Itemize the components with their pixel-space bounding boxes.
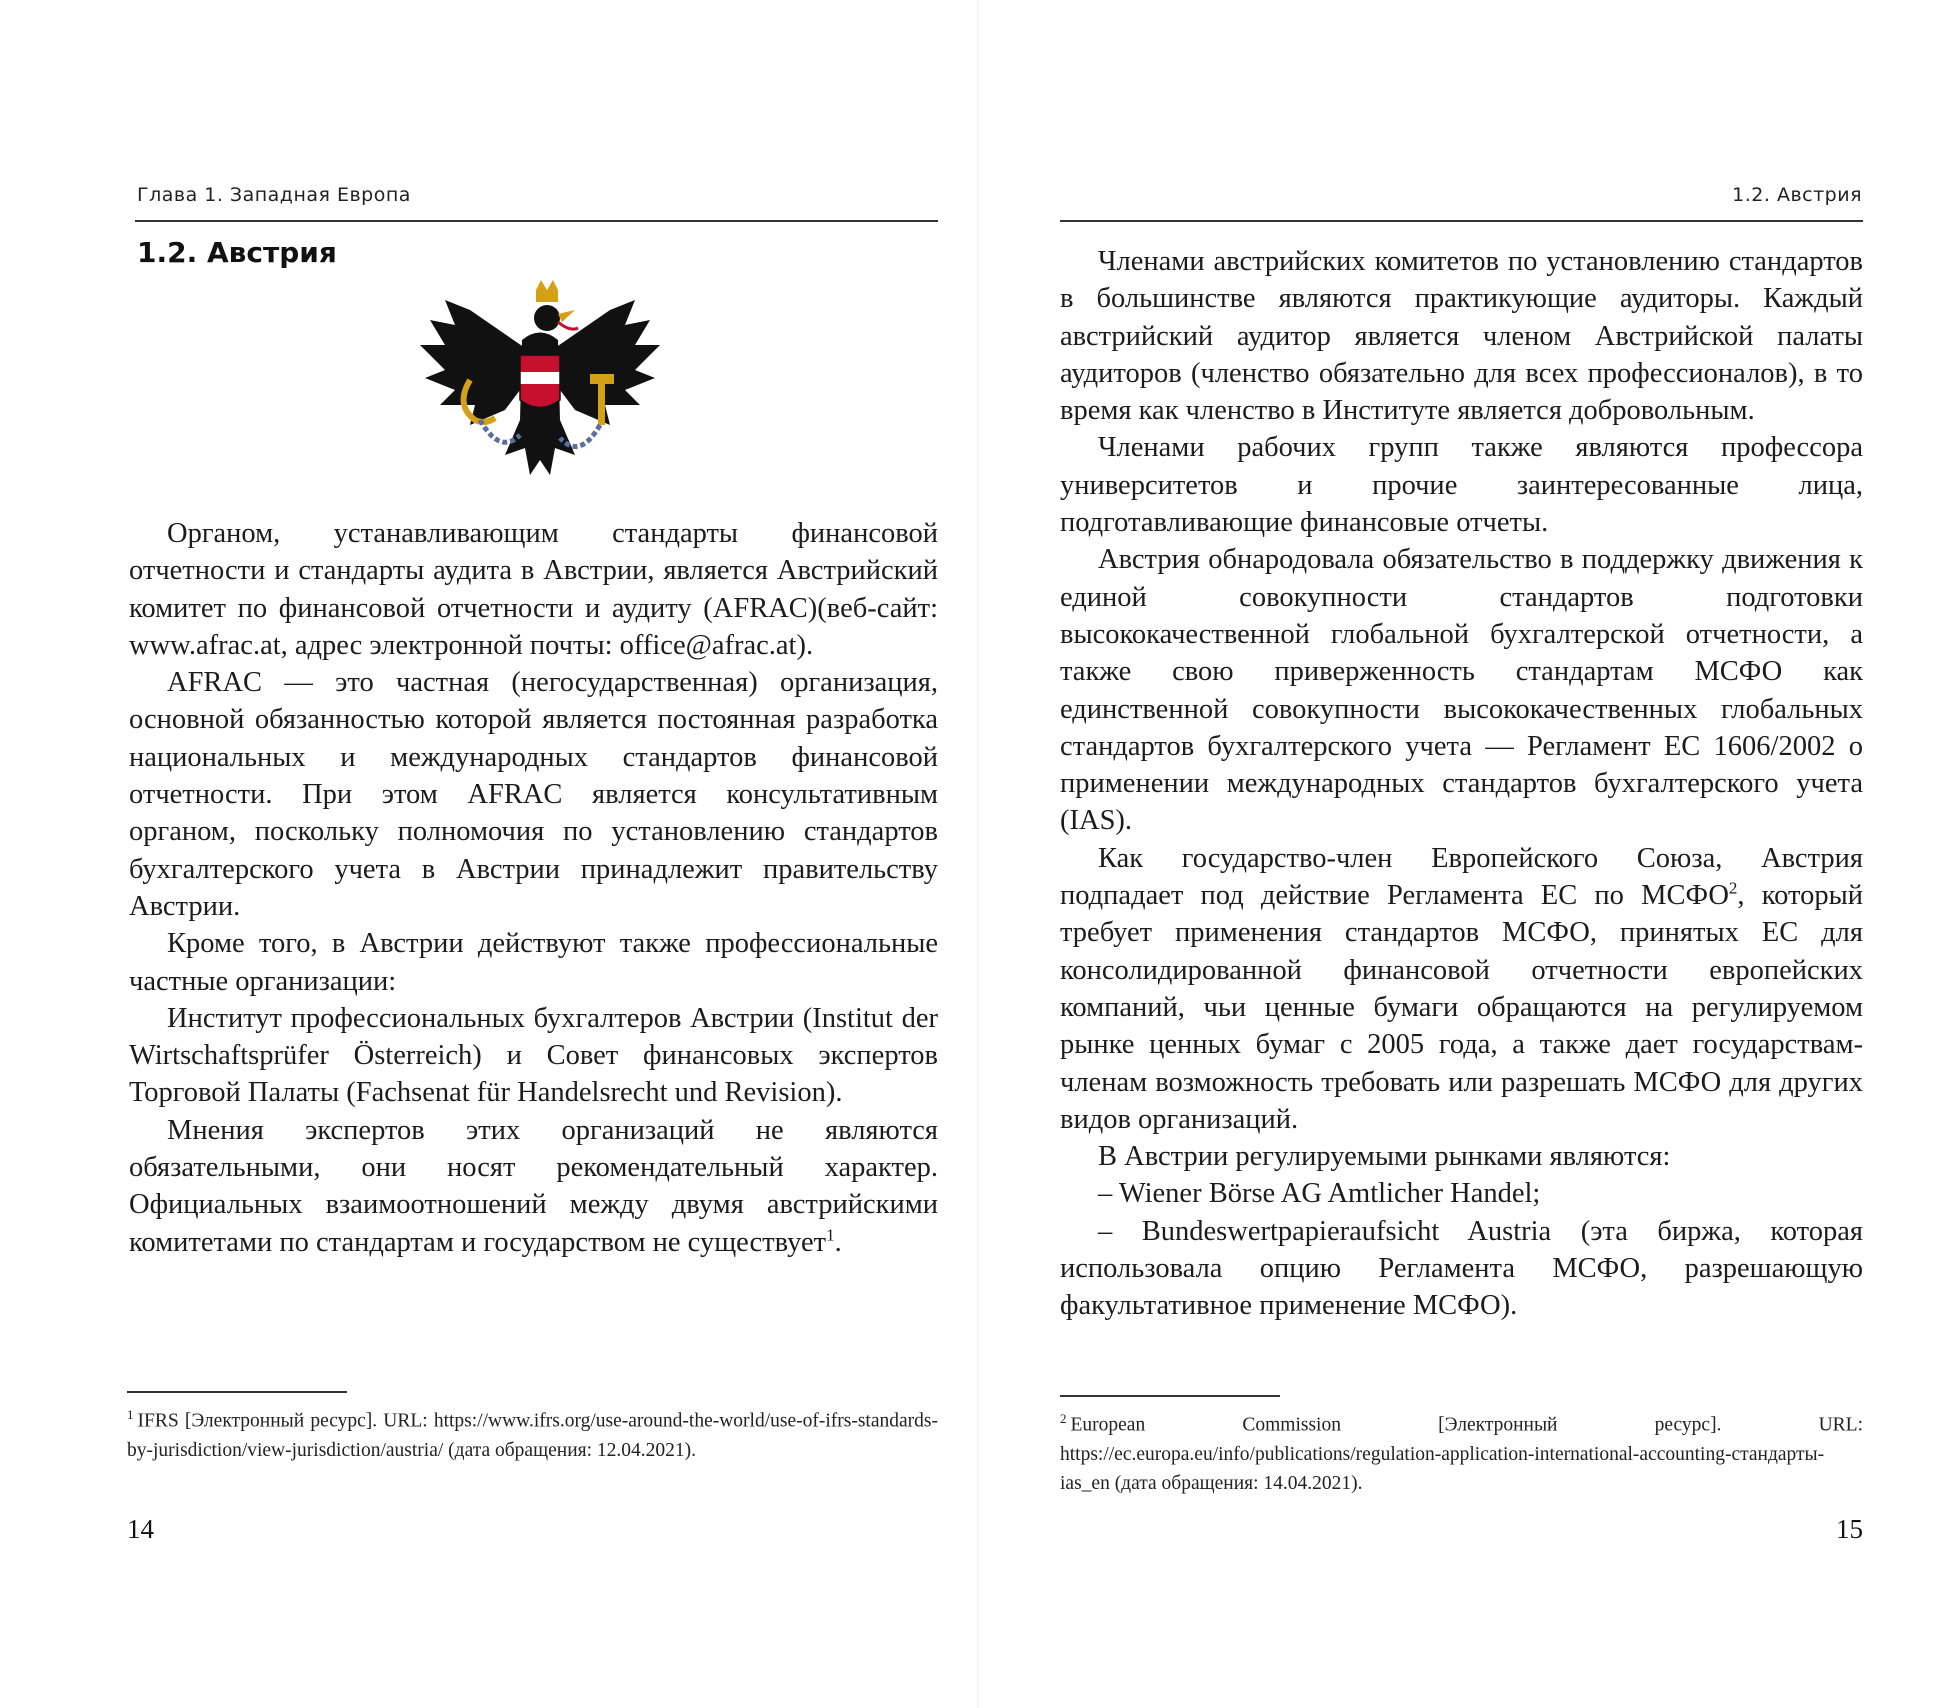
list-item: – Bundeswertpapieraufsicht Austria (эта биржа, которая использовала опцию Регламента МСФО, разрешающую факультативное применение МСФО). [1060,1215,1863,1322]
right-page [978,0,1957,1708]
left-page [0,0,978,1708]
footnote-rule-right [1060,1395,1280,1397]
header-rule-left [135,220,938,222]
footnote-text-2: European Commission [Электронный ресурс]. URL: https://ec.europa.eu/info/publications/regulation-application-international-accounting-стандарты-ias_en (дата обращения: 14.04.2021). [1060,1414,1863,1494]
right-paragraph-1: Членами австрийских комитетов по установлению стандартов в большинстве являются практикующие аудиторы. Каждый австрийский аудитор является членом Австрийской палаты аудиторов (членство обязательно для всех профессионалов), в то время как членство в Институте является добровольным. [1060,246,1863,427]
footnote-text-1: IFRS [Электронный ресурс]. URL: https://www.ifrs.org/use-around-the-world/use-of-ifrs-standards-by-jurisdiction/view-jurisdiction/austria/ (дата обращения: 12.04.2021). [127,1410,938,1461]
right-paragraph-3: Австрия обнародовала обязательство в поддержку движения к единой совокупности стандартов подготовки высококачественной глобальной бухгалтерской отчетности, а также свою приверженность стандартам МСФО как единственной совокупности высококачественных глобальных стандартов бухгалтерского учета — Регламент ЕС 1606/2002 о применении международных стандартов бухгалтерского учета (IAS). [1060,544,1863,837]
header-rule-right [1060,220,1863,222]
right-paragraph-4 [1060,840,1863,1138]
left-paragraph-1: Органом, устанавливающим стандарты финансовой отчетности и стандарты аудита в Австрии, является Австрийский комитет по финансовой отчетности и аудиту (AFRAC)(веб-сайт: www.afrac.at, адрес электронной почты: office@afrac.at). [129,518,938,661]
left-body-text [129,515,938,1261]
list-item: – Wiener Börse AG Amtlicher Handel; [1098,1178,1541,1210]
page-number-left: 14 [127,1514,154,1544]
footnote-1 [127,1400,938,1465]
right-paragraph-4-start: Как государство-член Европейского Союза, Австрия подпадает под действие Регламента ЕС по МСФО [1060,842,1863,912]
footnote-rule-left [127,1391,347,1393]
section-title: 1.2. Австрия [137,236,337,269]
left-paragraph-2: AFRAC — это частная (негосударственная) организация, основной обязанностью которой является постоянная разработка национальных и международных стандартов финансовой отчетности. При этом AFRAC является консультативным органом, поскольку полномочия по установлению стандартов бухгалтерского учета в Австрии принадлежит правительству Австрии. [129,667,938,922]
right-paragraph-5: В Австрии регулируемыми рынками являются: [1098,1141,1671,1173]
coat-of-arms-icon [410,270,670,500]
page-number-right: 15 [1836,1514,1863,1544]
left-paragraph-5: Мнения экспертов этих организаций не являются обязательными, они носят рекомендательный характер. Официальных взаимоотношений между двумя австрийскими комитетами по стандартам и государством не существует$^1$. [129,1114,938,1258]
left-paragraph-3: Кроме того, в Австрии действуют также профессиональные частные организации: [129,928,938,997]
right-body-text [1060,243,1863,1325]
left-paragraph-4: Институт профессиональных бухгалтеров Австрии (Institut der Wirtschaftsprüfer Österreich) и Совет финансовых экспертов Торговой Палаты (Fachsenat für Handelsrecht und Revision). [129,1002,938,1109]
footnote-number-1: 1 [127,1407,134,1422]
footnote-ref-2: 2 [1728,878,1738,898]
footnote-number-2: 2 [1060,1411,1067,1426]
running-head-left: Глава 1. Западная Европа [137,184,411,206]
running-head-right: 1.2. Австрия [1732,184,1862,206]
right-paragraph-4-end: , который требует применения стандартов МСФО, принятых ЕС для консолидированной финансовой отчетности европейских компаний, чьи ценные бумаги обращаются на регулируемом рынке ценных бумаг с 2005 года, а также дает государствам-членам возможность требовать или разрешать МСФО для других видов организаций. [1060,880,1863,1135]
footnote-ref-1: 1 [826,1225,835,1245]
right-paragraph-2: Членами рабочих групп также являются профессора университетов и прочие заинтересованные лица, подготавливающие финансовые отчеты. [1060,432,1863,539]
left-paragraph-5-text: Мнения экспертов этих организаций не являются обязательными, они носят рекомендательный характер. Официальных взаимоотношений между двумя австрийскими комитетами по стандартам и государством не существует [129,1114,938,1258]
footnote-2 [1060,1404,1863,1498]
